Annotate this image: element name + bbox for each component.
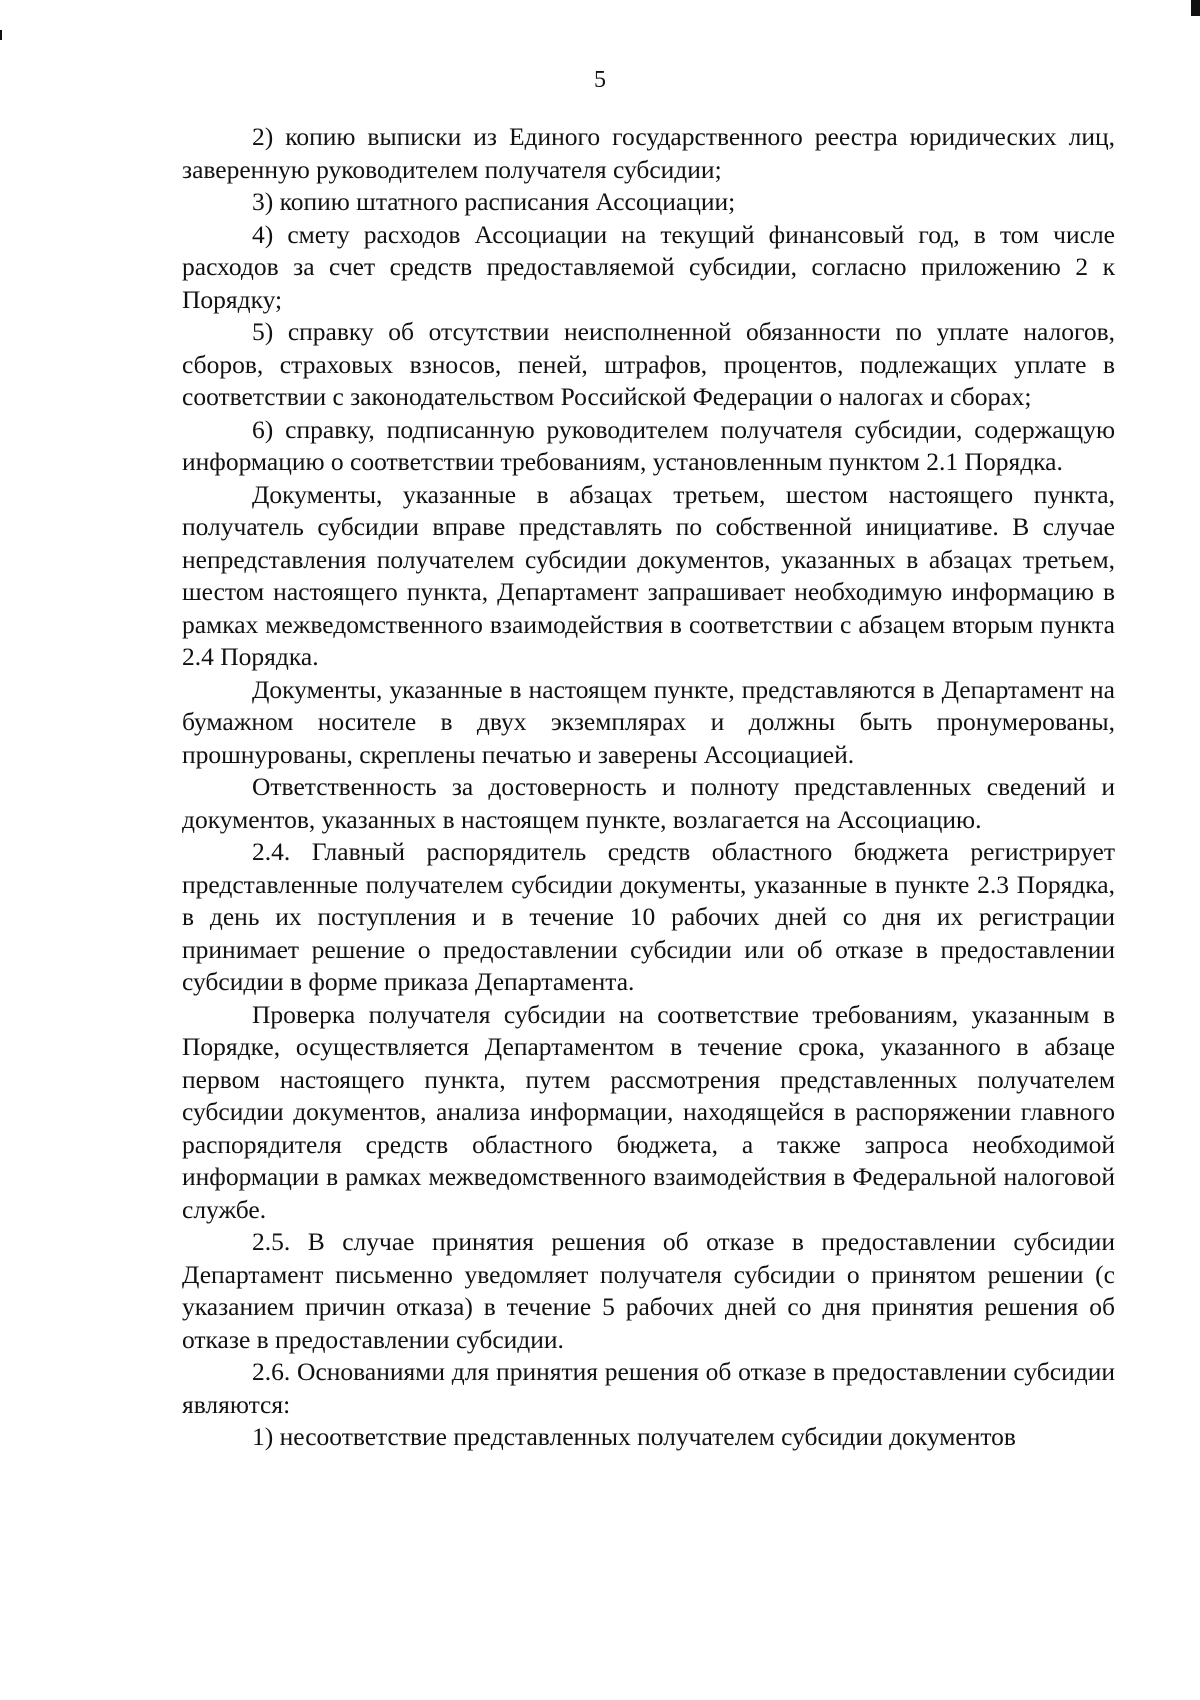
page-number: 5 bbox=[594, 67, 606, 93]
paragraph-item-4: 4) смету расходов Ассоциации на текущий финансовый год, в том числе расходов за счет средств предоставляемой субсидии, согласно приложению 2 к Порядку; bbox=[182, 219, 1115, 314]
paragraph-item-2: 2) копию выписки из Единого государственного реестра юридических лиц, заверенную руководителем получателя субсидии; bbox=[182, 122, 1115, 184]
scan-edge-mark bbox=[1191, 0, 1200, 16]
paragraph-section-2-4: 2.4. Главный распорядитель средств областного бюджета регистрирует представленные получателем субсидии документы, указанные в пункте 2.3 Порядка, в день их поступления и в течение 10 рабочих дней со дня их регистрации принимает решение о предоставлении субсидии или об отказе в предоставлении субсидии в форме приказа Департамента. bbox=[182, 837, 1115, 996]
paragraph-section-2-6: 2.6. Основаниями для принятия решения об отказе в предоставлении субсидии являются: bbox=[182, 1357, 1115, 1419]
paragraph-verification: Проверка получателя субсидии на соответствие требованиям, указанным в Порядке, осуществляется Департаментом в течение срока, указанного в абзаце первом настоящего пункта, путем рассмотрения представленных получателем субсидии документов, анализа информации, находящейся в распоряжении главного распорядителя средств областного бюджета, а также запроса необходимой информации в рамках межведомственного взаимодействия в Федеральной налоговой службе. bbox=[182, 999, 1115, 1224]
paragraph-refusal-ground-1: 1) несоответствие представленных получателем субсидии документов bbox=[252, 1422, 1016, 1451]
paragraph-item-6: 6) справку, подписанную руководителем получателя субсидии, содержащую информацию о соответствии требованиям, установленным пунктом 2.1 Порядка. bbox=[182, 414, 1115, 476]
document-body bbox=[182, 121, 1115, 1454]
paragraph-item-3: 3) копию штатного расписания Ассоциации; bbox=[252, 187, 736, 216]
paragraph-responsibility: Ответственность за достоверность и полноту представленных сведений и документов, указанных в настоящем пункте, возлагается на Ассоциацию. bbox=[182, 772, 1115, 834]
paragraph-documents-submission: Документы, указанные в настоящем пункте, представляются в Департамент на бумажном носителе в двух экземплярах и должны быть пронумерованы, прошнурованы, скреплены печатью и заверены Ассоциацией. bbox=[182, 674, 1115, 769]
paragraph-documents-optional: Документы, указанные в абзацах третьем, шестом настоящего пункта, получатель субсидии вправе представлять по собственной инициативе. В случае непредставления получателем субсидии документов, указанных в абзацах третьем, шестом настоящего пункта, Департамент запрашивает необходимую информацию в рамках межведомственного взаимодействия в соответствии с абзацем вторым пункта 2.4 Порядка. bbox=[182, 479, 1115, 671]
paragraph-item-5: 5) справку об отсутствии неисполненной обязанности по уплате налогов, сборов, страховых взносов, пеней, штрафов, процентов, подлежащих уплате в соответствии с законодательством Российской Федерации о налогах и сборах; bbox=[182, 317, 1115, 411]
paragraph-section-2-5: 2.5. В случае принятия решения об отказе в предоставлении субсидии Департамент письменно уведомляет получателя субсидии о принятом решении (с указанием причин отказа) в течение 5 рабочих дней со дня принятия решения об отказе в предоставлении субсидии. bbox=[182, 1227, 1115, 1354]
scan-edge-mark-left bbox=[0, 30, 2, 40]
